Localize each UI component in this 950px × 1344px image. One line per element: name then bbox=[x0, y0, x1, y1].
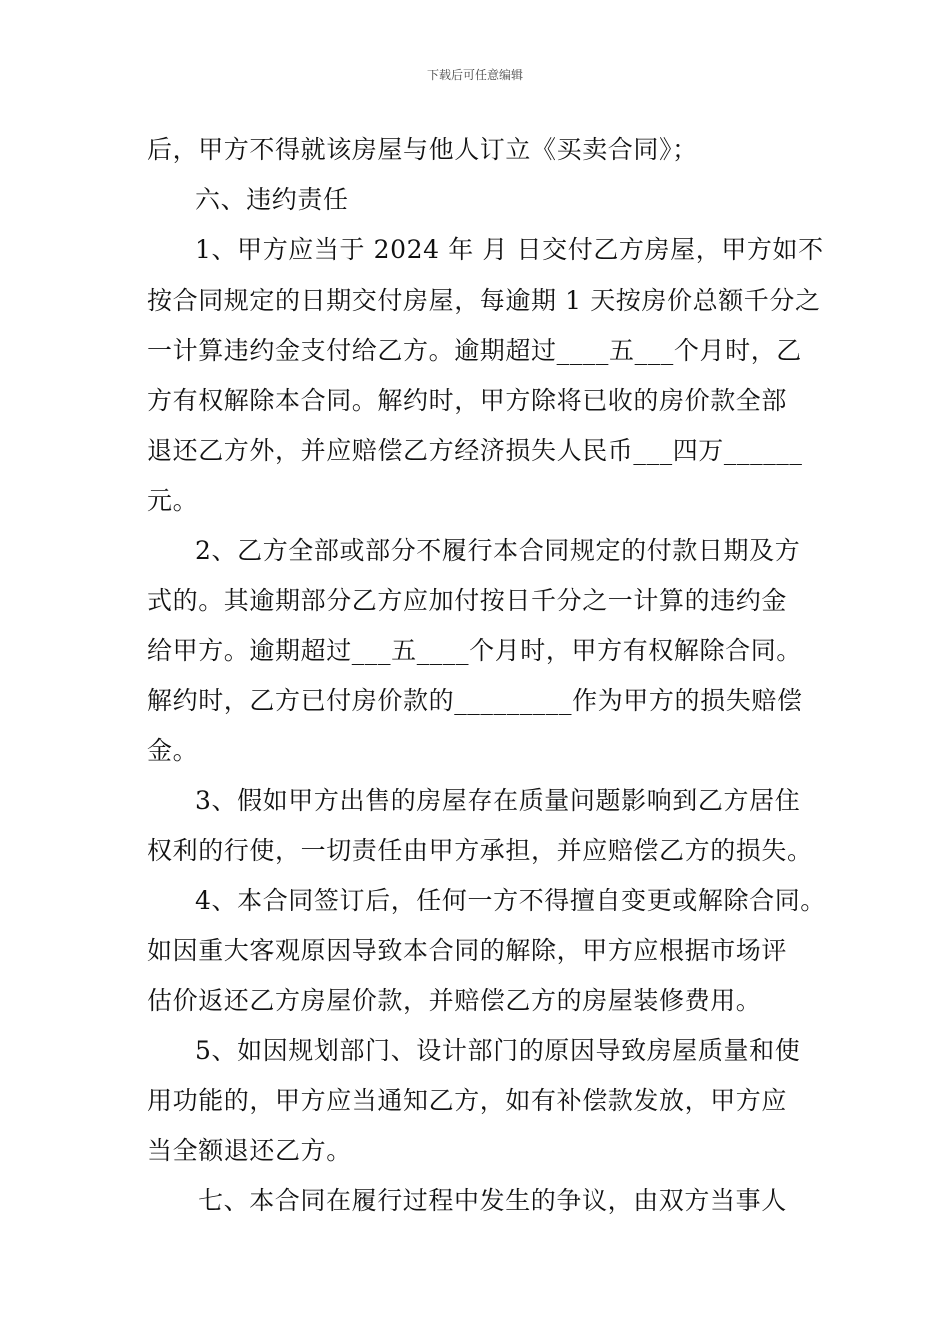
text-line: 4、本合同签订后，任何一方不得擅自变更或解除合同。 bbox=[195, 886, 826, 915]
text-line: 按合同规定的日期交付房屋，每逾期 1 天按房价总额千分之 bbox=[147, 286, 821, 315]
section-heading: 七、本合同在履行过程中发生的争议，由双方当事人 bbox=[198, 1186, 787, 1215]
text-line: 如因重大客观原因导致本合同的解除，甲方应根据市场评 bbox=[147, 936, 788, 965]
text-line: 金。 bbox=[147, 736, 199, 765]
text-line: 3、假如甲方出售的房屋存在质量问题影响到乙方居住 bbox=[195, 786, 801, 815]
text-line: 解约时，乙方已付房价款的_________作为甲方的损失赔偿 bbox=[147, 686, 803, 715]
text-line: 给甲方。逾期超过___五____个月时，甲方有权解除合同。 bbox=[147, 636, 802, 665]
text-line: 用功能的，甲方应当通知乙方，如有补偿款发放，甲方应 bbox=[147, 1086, 788, 1115]
section-heading: 六、违约责任 bbox=[195, 185, 349, 214]
text-line: 元。 bbox=[147, 486, 199, 515]
text-line: 后，甲方不得就该房屋与他人订立《买卖合同》； bbox=[147, 135, 698, 164]
text-line: 式的。其逾期部分乙方应加付按日千分之一计算的违约金 bbox=[147, 586, 788, 615]
text-line: 方有权解除本合同。解约时，甲方除将已收的房价款全部 bbox=[147, 386, 788, 415]
text-line: 1、甲方应当于 2024 年 月 日交付乙方房屋，甲方如不 bbox=[195, 235, 824, 264]
text-line: 2、乙方全部或部分不履行本合同规定的付款日期及方 bbox=[195, 536, 801, 565]
text-line: 一计算违约金支付给乙方。逾期超过____五___个月时，乙 bbox=[147, 336, 802, 365]
text-line: 权利的行使，一切责任由甲方承担，并应赔偿乙方的损失。 bbox=[147, 836, 813, 865]
text-line: 当全额退还乙方。 bbox=[147, 1136, 352, 1165]
page-header: 下载后可任意编辑 bbox=[426, 68, 523, 82]
text-line: 5、如因规划部门、设计部门的原因导致房屋质量和使 bbox=[195, 1036, 801, 1065]
text-line: 退还乙方外，并应赔偿乙方经济损失人民币___四万______ bbox=[147, 436, 803, 465]
text-line: 估价返还乙方房屋价款，并赔偿乙方的房屋装修费用。 bbox=[147, 986, 762, 1015]
